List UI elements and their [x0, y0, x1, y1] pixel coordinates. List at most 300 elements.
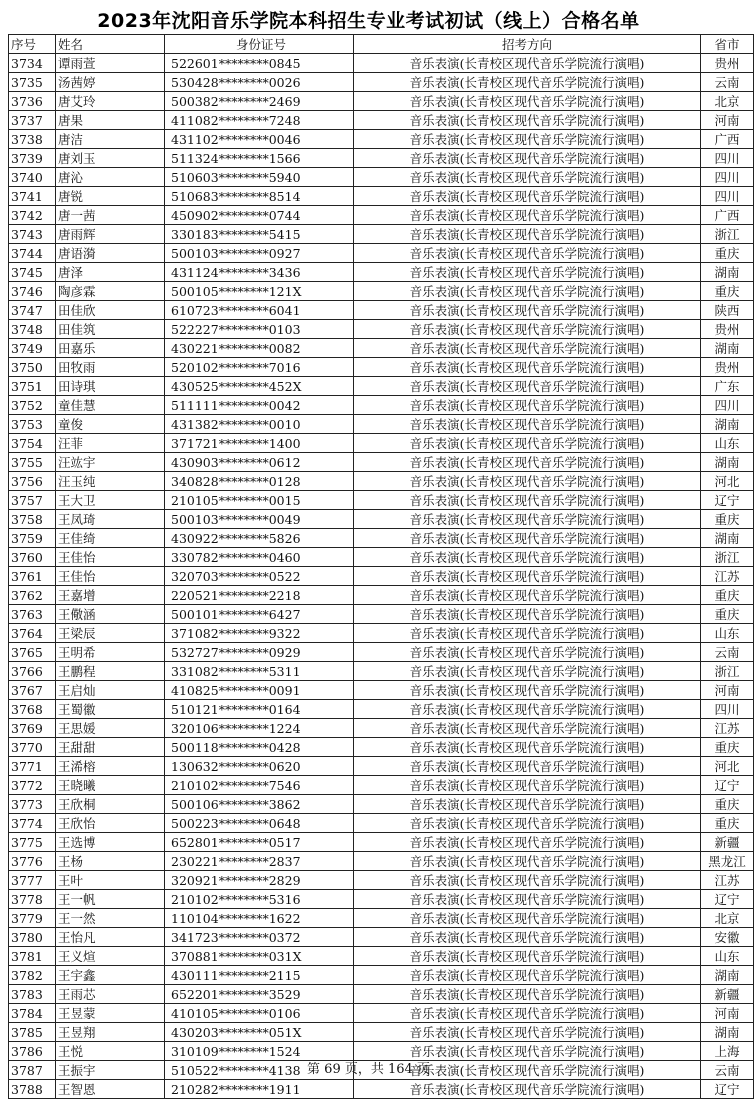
cell-name: 王思媛 — [56, 719, 165, 738]
table-row — [9, 719, 754, 738]
cell-no: 3787 — [9, 1061, 56, 1080]
cell-name: 王佳怡 — [56, 548, 165, 567]
cell-direction: 音乐表演(长青校区现代音乐学院流行演唱) — [354, 586, 701, 605]
cell-name: 王大卫 — [56, 491, 165, 510]
cell-id: 220521********2218 — [165, 586, 354, 605]
cell-id: 340828********0128 — [165, 472, 354, 491]
cell-province: 辽宁 — [701, 491, 754, 510]
table-row — [9, 795, 754, 814]
cell-direction: 音乐表演(长青校区现代音乐学院流行演唱) — [354, 320, 701, 339]
table-row — [9, 624, 754, 643]
cell-id: 500105********121X — [165, 282, 354, 301]
table-row — [9, 510, 754, 529]
cell-direction: 音乐表演(长青校区现代音乐学院流行演唱) — [354, 947, 701, 966]
cell-direction: 音乐表演(长青校区现代音乐学院流行演唱) — [354, 149, 701, 168]
cell-name: 王昱翔 — [56, 1023, 165, 1042]
table-row — [9, 1080, 754, 1099]
cell-no: 3786 — [9, 1042, 56, 1061]
cell-id: 210282********1911 — [165, 1080, 354, 1099]
cell-province: 江苏 — [701, 567, 754, 586]
cell-direction: 音乐表演(长青校区现代音乐学院流行演唱) — [354, 833, 701, 852]
cell-province: 重庆 — [701, 510, 754, 529]
cell-no: 3746 — [9, 282, 56, 301]
cell-id: 371721********1400 — [165, 434, 354, 453]
cell-direction: 音乐表演(长青校区现代音乐学院流行演唱) — [354, 738, 701, 757]
table-row — [9, 567, 754, 586]
cell-name: 唐果 — [56, 111, 165, 130]
cell-name: 王一帆 — [56, 890, 165, 909]
cell-direction: 音乐表演(长青校区现代音乐学院流行演唱) — [354, 263, 701, 282]
cell-direction: 音乐表演(长青校区现代音乐学院流行演唱) — [354, 453, 701, 472]
table-row — [9, 586, 754, 605]
cell-id: 331082********5311 — [165, 662, 354, 681]
cell-no: 3784 — [9, 1004, 56, 1023]
cell-name: 唐一茜 — [56, 206, 165, 225]
cell-direction: 音乐表演(长青校区现代音乐学院流行演唱) — [354, 814, 701, 833]
cell-name: 唐刘玉 — [56, 149, 165, 168]
cell-province: 安徽 — [701, 928, 754, 947]
cell-id: 320703********0522 — [165, 567, 354, 586]
cell-direction: 音乐表演(长青校区现代音乐学院流行演唱) — [354, 206, 701, 225]
cell-id: 371082********9322 — [165, 624, 354, 643]
cell-province: 河南 — [701, 681, 754, 700]
cell-name: 王悦 — [56, 1042, 165, 1061]
cell-id: 520102********7016 — [165, 358, 354, 377]
table-row — [9, 339, 754, 358]
cell-id: 230221********2837 — [165, 852, 354, 871]
cell-direction: 音乐表演(长青校区现代音乐学院流行演唱) — [354, 966, 701, 985]
cell-id: 210102********7546 — [165, 776, 354, 795]
table-row — [9, 890, 754, 909]
cell-name: 谭雨萱 — [56, 54, 165, 73]
cell-name: 王佳绮 — [56, 529, 165, 548]
cell-id: 652201********3529 — [165, 985, 354, 1004]
cell-id: 510603********5940 — [165, 168, 354, 187]
table-row — [9, 491, 754, 510]
cell-no: 3757 — [9, 491, 56, 510]
cell-name: 王明希 — [56, 643, 165, 662]
cell-province: 新疆 — [701, 833, 754, 852]
table-row — [9, 320, 754, 339]
cell-id: 430525********452X — [165, 377, 354, 396]
cell-no: 3752 — [9, 396, 56, 415]
cell-id: 500106********3862 — [165, 795, 354, 814]
cell-id: 431124********3436 — [165, 263, 354, 282]
table-row — [9, 396, 754, 415]
cell-direction: 音乐表演(长青校区现代音乐学院流行演唱) — [354, 244, 701, 263]
cell-no: 3754 — [9, 434, 56, 453]
cell-no: 3765 — [9, 643, 56, 662]
cell-no: 3753 — [9, 415, 56, 434]
cell-name: 王智恩 — [56, 1080, 165, 1099]
table-header-row — [9, 35, 754, 54]
cell-no: 3772 — [9, 776, 56, 795]
cell-no: 3758 — [9, 510, 56, 529]
cell-province: 重庆 — [701, 795, 754, 814]
cell-name: 唐洁 — [56, 130, 165, 149]
cell-direction: 音乐表演(长青校区现代音乐学院流行演唱) — [354, 624, 701, 643]
cell-no: 3743 — [9, 225, 56, 244]
cell-no: 3748 — [9, 320, 56, 339]
cell-name: 陶彦霖 — [56, 282, 165, 301]
cell-id: 652801********0517 — [165, 833, 354, 852]
cell-direction: 音乐表演(长青校区现代音乐学院流行演唱) — [354, 643, 701, 662]
cell-direction: 音乐表演(长青校区现代音乐学院流行演唱) — [354, 415, 701, 434]
cell-name: 王宇鑫 — [56, 966, 165, 985]
cell-name: 唐语漪 — [56, 244, 165, 263]
cell-name: 唐雨辉 — [56, 225, 165, 244]
cell-no: 3764 — [9, 624, 56, 643]
cell-id: 431382********0010 — [165, 415, 354, 434]
cell-id: 330782********0460 — [165, 548, 354, 567]
cell-province: 贵州 — [701, 320, 754, 339]
cell-no: 3738 — [9, 130, 56, 149]
table-row — [9, 472, 754, 491]
cell-direction: 音乐表演(长青校区现代音乐学院流行演唱) — [354, 852, 701, 871]
cell-province: 重庆 — [701, 282, 754, 301]
table-row — [9, 206, 754, 225]
cell-province: 辽宁 — [701, 890, 754, 909]
cell-name: 唐艾玲 — [56, 92, 165, 111]
cell-province: 黑龙江 — [701, 852, 754, 871]
cell-id: 431102********0046 — [165, 130, 354, 149]
cell-id: 370881********031X — [165, 947, 354, 966]
cell-no: 3756 — [9, 472, 56, 491]
cell-name: 王儆涵 — [56, 605, 165, 624]
cell-name: 王雨芯 — [56, 985, 165, 1004]
table-row — [9, 301, 754, 320]
cell-name: 田佳筑 — [56, 320, 165, 339]
cell-province: 湖南 — [701, 453, 754, 472]
cell-direction: 音乐表演(长青校区现代音乐学院流行演唱) — [354, 1042, 701, 1061]
cell-no: 3766 — [9, 662, 56, 681]
cell-id: 500382********2469 — [165, 92, 354, 111]
cell-id: 532727********0929 — [165, 643, 354, 662]
table-row — [9, 909, 754, 928]
cell-province: 上海 — [701, 1042, 754, 1061]
cell-id: 610723********6041 — [165, 301, 354, 320]
cell-province: 湖南 — [701, 339, 754, 358]
cell-no: 3749 — [9, 339, 56, 358]
cell-no: 3776 — [9, 852, 56, 871]
table-row — [9, 1023, 754, 1042]
table-row — [9, 73, 754, 92]
cell-id: 410105********0106 — [165, 1004, 354, 1023]
table-row — [9, 434, 754, 453]
cell-no: 3762 — [9, 586, 56, 605]
cell-no: 3734 — [9, 54, 56, 73]
cell-name: 王欣怡 — [56, 814, 165, 833]
cell-province: 贵州 — [701, 54, 754, 73]
table-row — [9, 149, 754, 168]
cell-no: 3740 — [9, 168, 56, 187]
table-row — [9, 852, 754, 871]
cell-no: 3774 — [9, 814, 56, 833]
cell-no: 3770 — [9, 738, 56, 757]
cell-province: 重庆 — [701, 605, 754, 624]
cell-name: 王鹏程 — [56, 662, 165, 681]
table-row — [9, 358, 754, 377]
header-no: 序号 — [9, 35, 56, 54]
cell-id: 310109********1524 — [165, 1042, 354, 1061]
table-row — [9, 833, 754, 852]
cell-name: 汪菲 — [56, 434, 165, 453]
cell-id: 210102********5316 — [165, 890, 354, 909]
cell-direction: 音乐表演(长青校区现代音乐学院流行演唱) — [354, 719, 701, 738]
cell-name: 汤茜婷 — [56, 73, 165, 92]
roster-body — [9, 54, 754, 1099]
cell-province: 河南 — [701, 1004, 754, 1023]
header-province: 省市 — [701, 35, 754, 54]
cell-no: 3736 — [9, 92, 56, 111]
cell-id: 341723********0372 — [165, 928, 354, 947]
table-row — [9, 377, 754, 396]
page-title: 2023年沈阳音乐学院本科招生专业考试初试（线上）合格名单 — [97, 10, 640, 32]
cell-direction: 音乐表演(长青校区现代音乐学院流行演唱) — [354, 928, 701, 947]
table-row — [9, 263, 754, 282]
cell-province: 四川 — [701, 187, 754, 206]
cell-id: 522601********0845 — [165, 54, 354, 73]
cell-province: 重庆 — [701, 244, 754, 263]
header-id: 身份证号 — [165, 35, 354, 54]
table-row — [9, 54, 754, 73]
table-row — [9, 871, 754, 890]
cell-no: 3780 — [9, 928, 56, 947]
table-row — [9, 700, 754, 719]
cell-id: 430922********5826 — [165, 529, 354, 548]
cell-no: 3747 — [9, 301, 56, 320]
cell-id: 210105********0015 — [165, 491, 354, 510]
table-row — [9, 548, 754, 567]
cell-id: 320106********1224 — [165, 719, 354, 738]
cell-id: 500118********0428 — [165, 738, 354, 757]
cell-no: 3735 — [9, 73, 56, 92]
table-row — [9, 966, 754, 985]
cell-name: 王佳怡 — [56, 567, 165, 586]
cell-province: 陕西 — [701, 301, 754, 320]
cell-province: 河北 — [701, 757, 754, 776]
cell-province: 广东 — [701, 377, 754, 396]
cell-direction: 音乐表演(长青校区现代音乐学院流行演唱) — [354, 358, 701, 377]
table-row — [9, 529, 754, 548]
cell-no: 3783 — [9, 985, 56, 1004]
cell-name: 王振宇 — [56, 1061, 165, 1080]
table-row — [9, 1004, 754, 1023]
cell-no: 3771 — [9, 757, 56, 776]
cell-name: 田佳欣 — [56, 301, 165, 320]
cell-no: 3781 — [9, 947, 56, 966]
cell-province: 四川 — [701, 149, 754, 168]
cell-province: 云南 — [701, 73, 754, 92]
cell-name: 唐沁 — [56, 168, 165, 187]
cell-direction: 音乐表演(长青校区现代音乐学院流行演唱) — [354, 111, 701, 130]
cell-province: 山东 — [701, 434, 754, 453]
cell-direction: 音乐表演(长青校区现代音乐学院流行演唱) — [354, 890, 701, 909]
cell-no: 3775 — [9, 833, 56, 852]
cell-no: 3778 — [9, 890, 56, 909]
table-row — [9, 168, 754, 187]
cell-direction: 音乐表演(长青校区现代音乐学院流行演唱) — [354, 871, 701, 890]
cell-no: 3739 — [9, 149, 56, 168]
table-row — [9, 244, 754, 263]
table-row — [9, 928, 754, 947]
cell-name: 王杨 — [56, 852, 165, 871]
cell-no: 3761 — [9, 567, 56, 586]
cell-province: 浙江 — [701, 548, 754, 567]
cell-name: 王怡凡 — [56, 928, 165, 947]
cell-direction: 音乐表演(长青校区现代音乐学院流行演唱) — [354, 434, 701, 453]
table-row — [9, 757, 754, 776]
cell-no: 3745 — [9, 263, 56, 282]
cell-direction: 音乐表演(长青校区现代音乐学院流行演唱) — [354, 377, 701, 396]
cell-id: 500103********0927 — [165, 244, 354, 263]
cell-no: 3785 — [9, 1023, 56, 1042]
cell-name: 王凤琦 — [56, 510, 165, 529]
cell-id: 330183********5415 — [165, 225, 354, 244]
cell-id: 522227********0103 — [165, 320, 354, 339]
cell-province: 河北 — [701, 472, 754, 491]
cell-direction: 音乐表演(长青校区现代音乐学院流行演唱) — [354, 54, 701, 73]
table-row — [9, 111, 754, 130]
cell-direction: 音乐表演(长青校区现代音乐学院流行演唱) — [354, 339, 701, 358]
cell-no: 3768 — [9, 700, 56, 719]
table-row — [9, 738, 754, 757]
cell-name: 汪竑宇 — [56, 453, 165, 472]
cell-no: 3769 — [9, 719, 56, 738]
cell-id: 320921********2829 — [165, 871, 354, 890]
cell-province: 四川 — [701, 396, 754, 415]
cell-id: 410825********0091 — [165, 681, 354, 700]
cell-province: 江苏 — [701, 719, 754, 738]
header-name: 姓名 — [56, 35, 165, 54]
cell-no: 3755 — [9, 453, 56, 472]
cell-no: 3751 — [9, 377, 56, 396]
cell-province: 辽宁 — [701, 776, 754, 795]
cell-id: 430111********2115 — [165, 966, 354, 985]
cell-direction: 音乐表演(长青校区现代音乐学院流行演唱) — [354, 1080, 701, 1099]
table-row — [9, 985, 754, 1004]
cell-name: 王义煊 — [56, 947, 165, 966]
cell-direction: 音乐表演(长青校区现代音乐学院流行演唱) — [354, 130, 701, 149]
cell-id: 511111********0042 — [165, 396, 354, 415]
cell-province: 浙江 — [701, 662, 754, 681]
cell-province: 山东 — [701, 947, 754, 966]
table-row — [9, 130, 754, 149]
cell-id: 500103********0049 — [165, 510, 354, 529]
cell-province: 广西 — [701, 130, 754, 149]
cell-no: 3741 — [9, 187, 56, 206]
table-row — [9, 814, 754, 833]
page-footer: 第 69 页，共 164 页 — [307, 1062, 430, 1077]
cell-name: 田诗琪 — [56, 377, 165, 396]
cell-direction: 音乐表演(长青校区现代音乐学院流行演唱) — [354, 567, 701, 586]
cell-province: 重庆 — [701, 738, 754, 757]
table-row — [9, 605, 754, 624]
table-row — [9, 453, 754, 472]
cell-id: 450902********0744 — [165, 206, 354, 225]
table-row — [9, 776, 754, 795]
cell-direction: 音乐表演(长青校区现代音乐学院流行演唱) — [354, 1061, 701, 1080]
cell-name: 王嘉增 — [56, 586, 165, 605]
cell-direction: 音乐表演(长青校区现代音乐学院流行演唱) — [354, 662, 701, 681]
cell-direction: 音乐表演(长青校区现代音乐学院流行演唱) — [354, 529, 701, 548]
cell-direction: 音乐表演(长青校区现代音乐学院流行演唱) — [354, 681, 701, 700]
cell-no: 3782 — [9, 966, 56, 985]
cell-direction: 音乐表演(长青校区现代音乐学院流行演唱) — [354, 225, 701, 244]
cell-name: 王蜀徽 — [56, 700, 165, 719]
cell-no: 3742 — [9, 206, 56, 225]
cell-province: 湖南 — [701, 1023, 754, 1042]
table-row — [9, 947, 754, 966]
table-row — [9, 681, 754, 700]
cell-no: 3779 — [9, 909, 56, 928]
cell-name: 王叶 — [56, 871, 165, 890]
cell-direction: 音乐表演(长青校区现代音乐学院流行演唱) — [354, 985, 701, 1004]
cell-province: 贵州 — [701, 358, 754, 377]
cell-direction: 音乐表演(长青校区现代音乐学院流行演唱) — [354, 795, 701, 814]
cell-no: 3750 — [9, 358, 56, 377]
cell-no: 3767 — [9, 681, 56, 700]
cell-id: 110104********1622 — [165, 909, 354, 928]
cell-direction: 音乐表演(长青校区现代音乐学院流行演唱) — [354, 510, 701, 529]
cell-direction: 音乐表演(长青校区现代音乐学院流行演唱) — [354, 168, 701, 187]
cell-province: 北京 — [701, 909, 754, 928]
cell-direction: 音乐表演(长青校区现代音乐学院流行演唱) — [354, 548, 701, 567]
cell-name: 童佳慧 — [56, 396, 165, 415]
cell-id: 500101********6427 — [165, 605, 354, 624]
cell-province: 湖南 — [701, 966, 754, 985]
cell-no: 3737 — [9, 111, 56, 130]
cell-id: 130632********0620 — [165, 757, 354, 776]
table-row — [9, 662, 754, 681]
cell-direction: 音乐表演(长青校区现代音乐学院流行演唱) — [354, 282, 701, 301]
cell-province: 重庆 — [701, 814, 754, 833]
cell-name: 田嘉乐 — [56, 339, 165, 358]
cell-id: 500223********0648 — [165, 814, 354, 833]
cell-id: 510522********4138 — [165, 1061, 354, 1080]
cell-id: 430903********0612 — [165, 453, 354, 472]
cell-no: 3773 — [9, 795, 56, 814]
cell-name: 王晓曦 — [56, 776, 165, 795]
cell-name: 唐泽 — [56, 263, 165, 282]
cell-name: 童俊 — [56, 415, 165, 434]
cell-direction: 音乐表演(长青校区现代音乐学院流行演唱) — [354, 73, 701, 92]
cell-province: 湖南 — [701, 529, 754, 548]
cell-direction: 音乐表演(长青校区现代音乐学院流行演唱) — [354, 301, 701, 320]
cell-name: 王欣桐 — [56, 795, 165, 814]
header-direction: 招考方向 — [354, 35, 701, 54]
cell-province: 重庆 — [701, 586, 754, 605]
cell-no: 3763 — [9, 605, 56, 624]
cell-id: 411082********7248 — [165, 111, 354, 130]
cell-province: 云南 — [701, 643, 754, 662]
cell-direction: 音乐表演(长青校区现代音乐学院流行演唱) — [354, 909, 701, 928]
cell-name: 王一然 — [56, 909, 165, 928]
cell-name: 王选博 — [56, 833, 165, 852]
cell-no: 3759 — [9, 529, 56, 548]
cell-province: 江苏 — [701, 871, 754, 890]
table-row — [9, 92, 754, 111]
cell-province: 云南 — [701, 1061, 754, 1080]
cell-no: 3744 — [9, 244, 56, 263]
cell-direction: 音乐表演(长青校区现代音乐学院流行演唱) — [354, 605, 701, 624]
cell-name: 田牧雨 — [56, 358, 165, 377]
cell-direction: 音乐表演(长青校区现代音乐学院流行演唱) — [354, 396, 701, 415]
cell-province: 广西 — [701, 206, 754, 225]
cell-name: 唐锐 — [56, 187, 165, 206]
roster-table — [8, 34, 754, 1099]
cell-no: 3788 — [9, 1080, 56, 1099]
